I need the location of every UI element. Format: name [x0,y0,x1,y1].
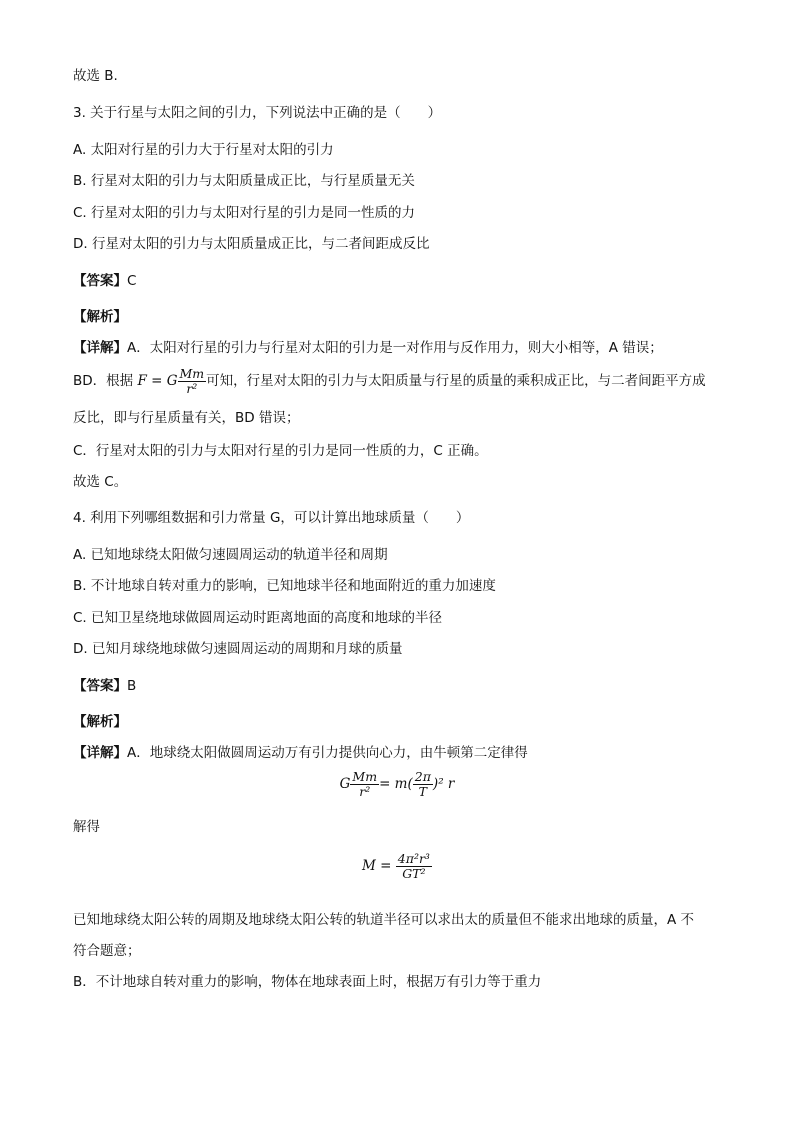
q3-detail-bd [73,366,706,396]
answer-tag: 【答案】 [73,678,127,694]
eq1-den: r² [359,784,371,799]
q4-detail-b: B．不计地球自转对重力的影响，物体在地球表面上时，根据万有引力等于重力 [73,974,542,990]
q4-conclude-1: 已知地球绕太阳公转的周期及地球绕太阳公转的轨道半径可以求出太的质量但不能求出地球的质量，A 不 [73,912,695,928]
detail-tag: 【详解】 [73,340,127,356]
q4-option-b: B. 不计地球自转对重力的影响，已知地球半径和地面附近的重力加速度 [73,578,496,594]
eq1-inner-frac [413,770,433,799]
eq2-frac [396,852,432,881]
q4-solve: 解得 [73,819,100,835]
detail-bd-pre: BD．根据 [73,373,138,389]
inline-formula-lhs: F = G [137,373,178,389]
q3-conclusion: 故选 C。 [73,474,128,490]
eq1-inner-den: T [418,784,427,799]
q3-option-b: B. 行星对太阳的引力与太阳质量成正比，与行星质量无关 [73,173,415,189]
answer-value: C [127,273,137,289]
q4-stem: 4. 利用下列哪组数据和引力常量 G，可以计算出地球质量（ ） [73,510,470,526]
eq1-tail: )² r [432,776,455,792]
q4-option-a: A. 已知地球绕太阳做匀速圆周运动的轨道半径和周期 [73,547,388,563]
q4-option-d: D. 已知月球绕地球做匀速圆周运动的周期和月球的质量 [73,641,403,657]
eq1-inner-num: 2π [414,769,431,784]
q3-option-d: D. 行星对太阳的引力与太阳质量成正比，与二者间距成反比 [73,236,430,252]
equation-mass [0,852,794,881]
q3-detail-c: C．行星对太阳的引力与太阳对行星的引力是同一性质的力，C 正确。 [73,443,488,459]
q4-conclude-2: 符合题意； [73,943,141,959]
eq1-frac [350,770,379,799]
eq2-lhs: M = [362,858,392,874]
inline-frac-den: r² [186,380,198,396]
q3-stem: 3. 关于行星与太阳之间的引力，下列说法中正确的是（ ） [73,105,442,121]
q3-option-a: A. 太阳对行星的引力大于行星对太阳的引力 [73,142,334,158]
inline-formula-frac [178,367,207,396]
conclusion-prev: 故选 B. [73,68,118,84]
eq1-g: G [339,776,351,792]
q4-analysis-tag: 【解析】 [73,714,127,730]
equation-gravity-centripetal [0,770,794,799]
eq2-num: 4π²r³ [397,851,430,866]
eq1-mid: = m( [379,776,413,792]
detail-text: A．地球绕太阳做圆周运动万有引力提供向心力，由牛顿第二定律得 [127,745,528,761]
detail-bd-post: 可知，行星对太阳的引力与太阳质量与行星的质量的乘积成正比，与二者间距平方成 [206,373,706,389]
q3-detail-a [73,339,663,357]
q3-analysis-tag: 【解析】 [73,309,127,325]
q4-detail-a [73,744,528,762]
q3-detail-bd-cont: 反比，即与行星质量有关，BD 错误； [73,410,300,426]
answer-value: B [127,678,137,694]
inline-frac-num: Mm [179,365,205,381]
q4-option-c: C. 已知卫星绕地球做圆周运动时距离地面的高度和地球的半径 [73,610,443,626]
eq2-den: GT² [402,866,426,881]
q4-answer [73,677,136,695]
q3-answer [73,272,136,290]
eq1-num: Mm [352,769,378,784]
q3-option-c: C. 行星对太阳的引力与太阳对行星的引力是同一性质的力 [73,205,416,221]
answer-tag: 【答案】 [73,273,127,289]
detail-tag: 【详解】 [73,745,127,761]
detail-text: A．太阳对行星的引力与行星对太阳的引力是一对作用与反作用力，则大小相等，A 错误； [127,340,663,356]
